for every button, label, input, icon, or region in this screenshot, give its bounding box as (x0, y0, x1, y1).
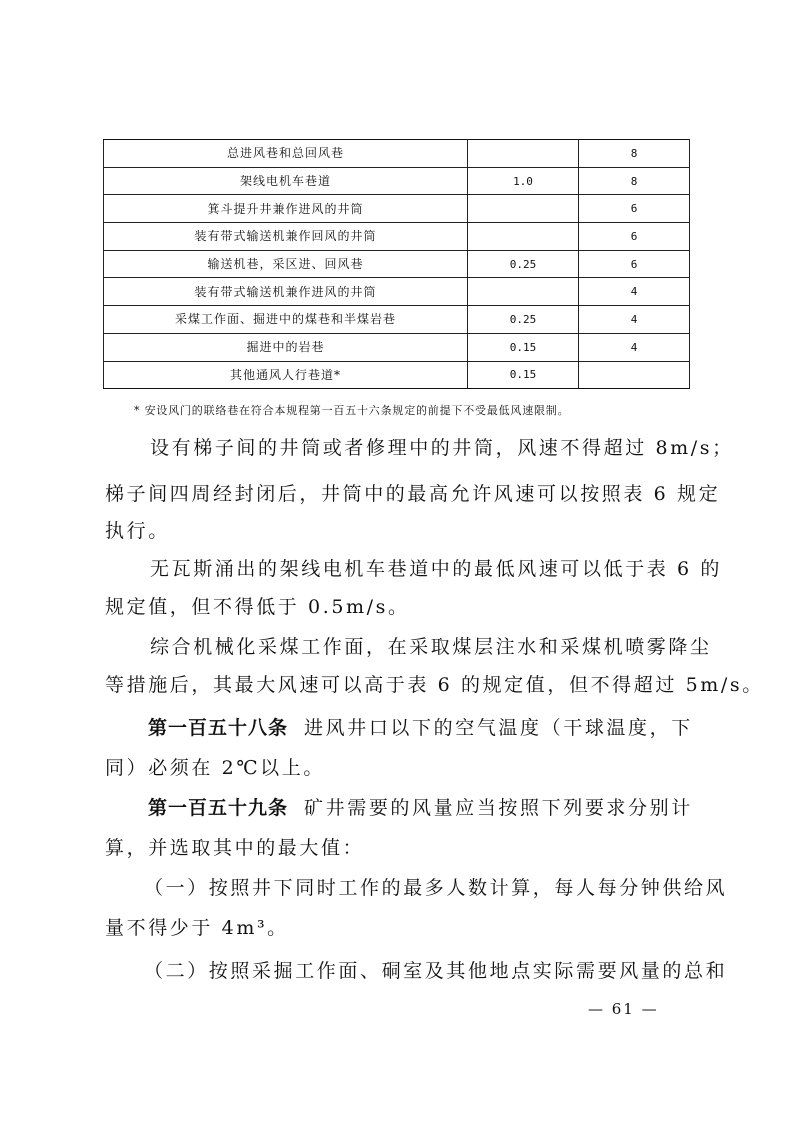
article-heading: 第一百五十九条 (148, 797, 289, 819)
article-158-line (148, 716, 693, 740)
roadway-name-cell: 总进风巷和总回风巷 (104, 140, 468, 168)
max-velocity-cell: 4 (579, 306, 690, 334)
air-velocity-table (103, 139, 690, 389)
min-velocity-cell: 0.15 (468, 361, 579, 389)
roadway-name-cell: 输送机巷，采区进、回风巷 (104, 250, 468, 278)
table-row (104, 223, 690, 251)
table-row (104, 361, 690, 389)
table-row (104, 250, 690, 278)
roadway-name-cell: 架线电机车巷道 (104, 167, 468, 195)
roadway-name-cell: 装有带式输送机兼作进风的井筒 (104, 278, 468, 306)
table-footnote: * 安设风门的联络巷在符合本规程第一百五十六条规定的前提下不受最低风速限制。 (134, 404, 570, 417)
article-heading: 第一百五十八条 (148, 717, 289, 739)
max-velocity-cell: 8 (579, 140, 690, 168)
min-velocity-cell: 1.0 (468, 167, 579, 195)
roadway-name-cell: 装有带式输送机兼作回风的井筒 (104, 223, 468, 251)
paragraph-line: 无瓦斯涌出的架线电机车巷道中的最低风速可以低于表 6 的 (150, 558, 722, 580)
table-row (104, 167, 690, 195)
list-item-line: （一）按照井下同时工作的最多人数计算，每人每分钟供给风 (144, 877, 728, 899)
min-velocity-cell: 0.15 (468, 333, 579, 361)
min-velocity-cell (468, 223, 579, 251)
paragraph-line: 设有梯子间的井筒或者修理中的井筒，风速不得超过 8m/s； (150, 437, 734, 459)
article-159-line (148, 796, 693, 820)
table-row (104, 278, 690, 306)
paragraph-line: 等措施后，其最大风速可以高于表 6 的规定值，但不得超过 5m/s。 (105, 674, 764, 696)
max-velocity-cell (579, 361, 690, 389)
table-row (104, 333, 690, 361)
max-velocity-cell: 6 (579, 195, 690, 223)
paragraph-line: 梯子间四周经封闭后，井筒中的最高允许风速可以按照表 6 规定 (105, 483, 721, 505)
roadway-name-cell: 采煤工作面、掘进中的煤巷和半煤岩巷 (104, 306, 468, 334)
paragraph-line: 算，并选取其中的最大值： (105, 837, 365, 859)
max-velocity-cell: 8 (579, 167, 690, 195)
max-velocity-cell: 6 (579, 223, 690, 251)
list-item-line: （二）按照采掘工作面、硐室及其他地点实际需要风量的总和 (144, 960, 728, 982)
min-velocity-cell (468, 278, 579, 306)
page-number: — 61 — (588, 1000, 659, 1018)
max-velocity-cell: 6 (579, 250, 690, 278)
min-velocity-cell (468, 195, 579, 223)
paragraph-line: 规定值，但不得低于 0.5m/s。 (105, 596, 410, 618)
table-row (104, 195, 690, 223)
paragraph-line: 综合机械化采煤工作面，在采取煤层注水和采煤机喷雾降尘 (150, 636, 712, 658)
roadway-name-cell: 掘进中的岩巷 (104, 333, 468, 361)
roadway-name-cell: 箕斗提升井兼作进风的井筒 (104, 195, 468, 223)
min-velocity-cell: 0.25 (468, 306, 579, 334)
article-text: 进风井口以下的空气温度（干球温度，下 (304, 717, 693, 739)
table-row (104, 140, 690, 168)
article-text: 矿井需要的风量应当按照下列要求分别计 (304, 797, 693, 819)
paragraph-line: 执行。 (105, 520, 170, 542)
max-velocity-cell: 4 (579, 333, 690, 361)
min-velocity-cell (468, 140, 579, 168)
list-item-line: 量不得少于 4m³。 (105, 917, 289, 939)
table-row (104, 306, 690, 334)
roadway-name-cell: 其他通风人行巷道* (104, 361, 468, 389)
min-velocity-cell: 0.25 (468, 250, 579, 278)
max-velocity-cell: 4 (579, 278, 690, 306)
paragraph-line: 同）必须在 2℃以上。 (105, 757, 325, 779)
